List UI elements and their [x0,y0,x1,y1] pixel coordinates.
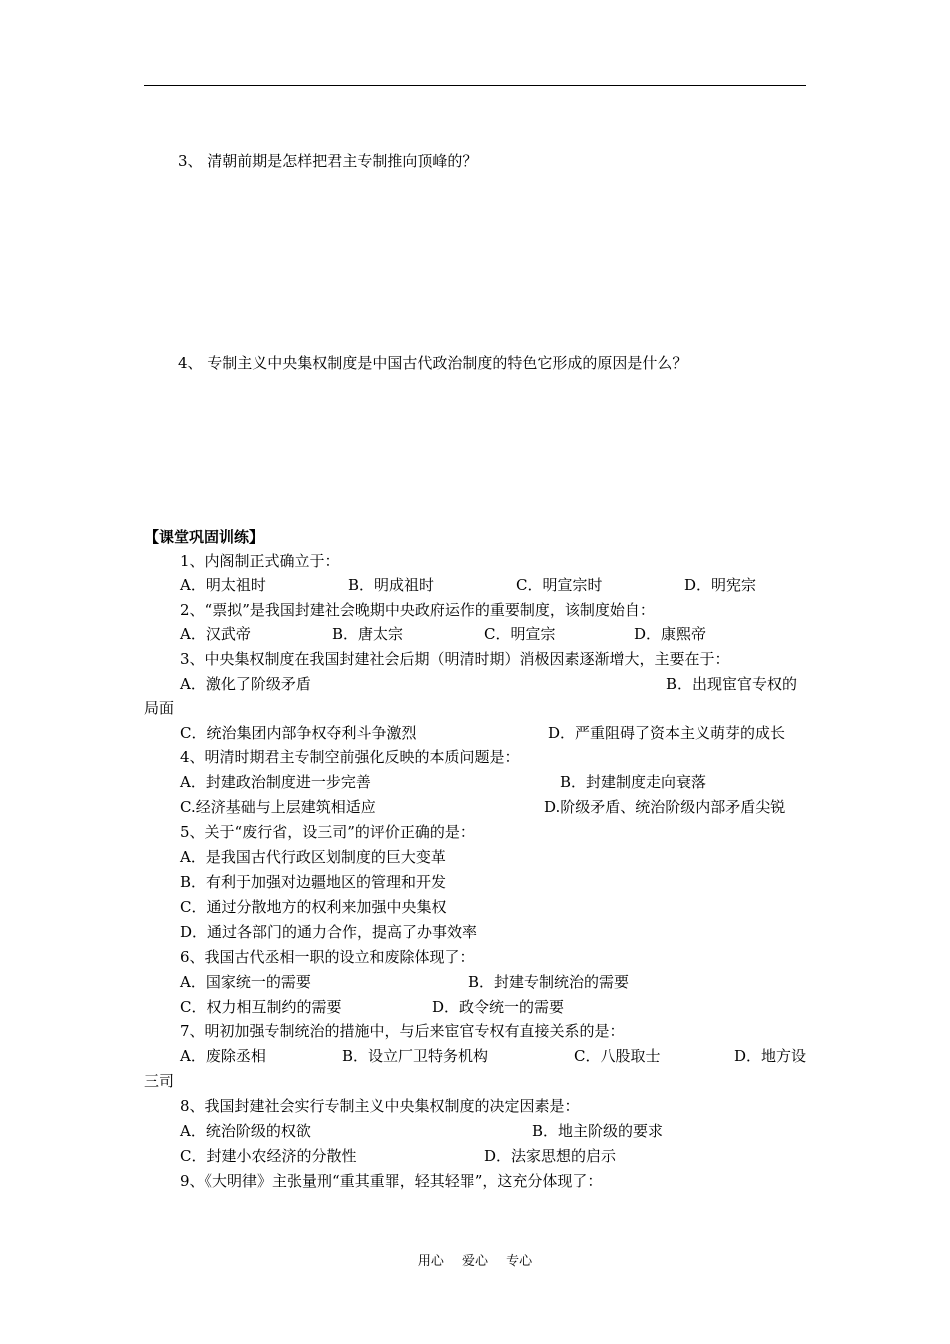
option-c: C．权力相互制约的需要 [180,998,342,1016]
option-d: D．法家思想的启示 [484,1147,617,1165]
exercise-2-stem: 2、“票拟”是我国封建社会晚期中央政府运作的重要制度，该制度始自： [180,601,655,619]
option-b: B．有利于加强对边疆地区的管理和开发 [180,873,447,891]
option-b-continued: 局面 [144,699,175,717]
option-b: B．封建专制统治的需要 [468,973,630,991]
option-a: A．是我国古代行政区划制度的巨大变革 [180,848,446,866]
option-c: C．封建小农经济的分散性 [180,1147,357,1165]
exercise-5-stem: 5、关于“废行省，设三司”的评价正确的是： [180,823,475,841]
page-footer: 用心 爱心 专心 [417,1254,533,1269]
option-b: B．封建制度走向衰落 [560,773,707,791]
option-d: D.阶级矛盾、统治阶级内部矛盾尖锐 [544,798,786,816]
exercise-1-stem: 1、内阁制正式确立于： [180,552,340,570]
option-a: A．明太祖时 [180,576,266,594]
question-4: 4、 专制主义中央集权制度是中国古代政治制度的特色它形成的原因是什么？ [178,354,688,372]
option-d: D．严重阻碍了资本主义萌芽的成长 [548,724,786,742]
exercise-7-stem: 7、明初加强专制统治的措施中，与后来宦官专权有直接关系的是： [180,1022,625,1040]
option-a: A．废除丞相 [180,1047,266,1065]
option-a: A．汉武帝 [180,625,251,643]
option-d: D．地方设 [734,1047,807,1065]
option-b: B．地主阶级的要求 [532,1122,664,1140]
option-a: A．封建政治制度进一步完善 [180,773,371,791]
option-c: C．统治集团内部争权夺利斗争激烈 [180,724,417,742]
option-c: C．明宣宗 [484,625,556,643]
option-b: B．明成祖时 [348,576,435,594]
question-3: 3、 清朝前期是怎样把君主专制推向顶峰的？ [178,152,478,170]
option-d-continued: 三司 [144,1072,175,1090]
exercise-6-stem: 6、我国古代丞相一职的设立和废除体现了： [180,948,475,966]
option-b: B．唐太宗 [332,625,404,643]
option-c: C.经济基础与上层建筑相适应 [180,798,376,816]
exercise-8-stem: 8、我国封建社会实行专制主义中央集权制度的决定因素是： [180,1097,580,1115]
option-c: C．通过分散地方的权利来加强中央集权 [180,898,447,916]
option-d: D．通过各部门的通力合作，提高了办事效率 [180,923,478,941]
header-rule [144,85,806,86]
option-a: A．激化了阶级矛盾 [180,675,311,693]
option-c: C．八股取士 [574,1047,661,1065]
exercise-9-stem: 9、《大明律》主张量刑“重其重罪，轻其轻罪”，这充分体现了： [180,1172,603,1190]
option-d: D．明宪宗 [684,576,757,594]
exercise-4-stem: 4、明清时期君主专制空前强化反映的本质问题是： [180,748,520,766]
section-title: 【课堂巩固训练】 [144,528,265,546]
option-b: B．设立厂卫特务机构 [342,1047,489,1065]
option-d: D．康熙帝 [634,625,707,643]
option-b: B．出现宦官专权的 [666,675,798,693]
option-a: A．统治阶级的权欲 [180,1122,311,1140]
option-d: D．政令统一的需要 [432,998,565,1016]
option-a: A．国家统一的需要 [180,973,311,991]
option-c: C．明宣宗时 [516,576,603,594]
exercise-3-stem: 3、中央集权制度在我国封建社会后期（明清时期）消极因素逐渐增大，主要在于： [180,650,730,668]
